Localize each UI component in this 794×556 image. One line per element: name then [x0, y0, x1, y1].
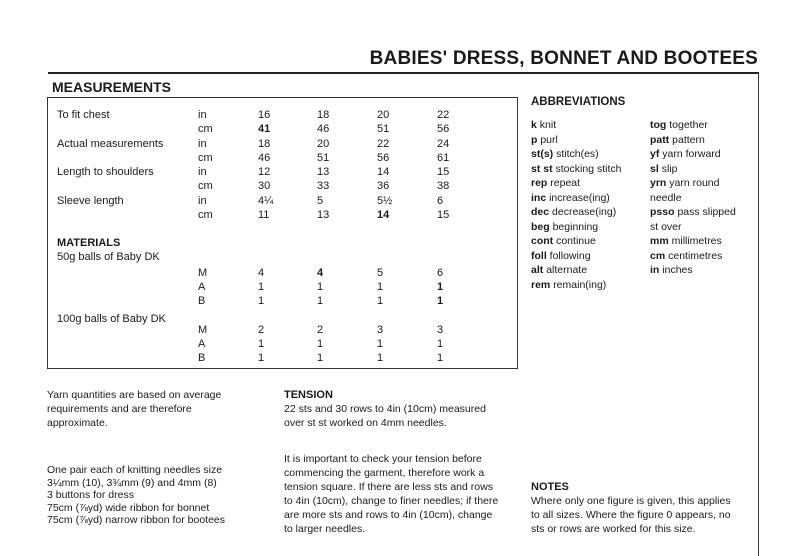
value-cell: 18 [317, 109, 330, 121]
colour-label: B [198, 352, 206, 364]
list-item: mm millimetres [650, 235, 722, 247]
value-cell: 3 [437, 324, 444, 336]
value-cell: 1 [437, 281, 444, 293]
list-item: foll following [531, 249, 591, 262]
value-cell: 1 [377, 338, 384, 350]
notes-section: NOTES Where only one figure is given, this applies to all sizes. Where the figure 0 appears, no sts or rows are worked for this size. [531, 481, 731, 535]
row-label: Sleeve length [57, 195, 124, 207]
value-cell: 1 [317, 295, 324, 307]
materials-heading: MATERIALS [57, 237, 121, 249]
list-item: cont continue [531, 235, 596, 247]
list-item: patt pattern [650, 133, 705, 146]
value-cell: 1 [258, 338, 265, 350]
tension-heading: TENSION [284, 389, 333, 401]
list-item: dec decrease(ing) [531, 206, 617, 218]
row-unit: cm [198, 123, 213, 135]
value-cell: 4 [258, 267, 265, 279]
value-cell: 24 [437, 138, 450, 150]
row-label: Actual measurements [57, 138, 164, 150]
value-cell: 1 [258, 295, 265, 307]
value-cell: 18 [258, 138, 271, 150]
list-item: inc increase(ing) [531, 191, 610, 204]
value-cell: 30 [258, 180, 271, 192]
value-cell: 46 [317, 123, 330, 135]
list-item: sl slip [650, 162, 678, 175]
abbreviations-section [531, 96, 757, 296]
value-cell: 5 [377, 267, 384, 279]
value-cell: 1 [437, 352, 444, 364]
value-cell: 12 [258, 166, 271, 178]
value-cell: 20 [317, 138, 330, 150]
value-cell: 15 [437, 209, 450, 221]
list-item: beg beginning [531, 220, 599, 233]
value-cell: 22 [377, 138, 390, 150]
list-item: rep repeat [531, 177, 581, 189]
measurements-heading: MEASUREMENTS [52, 79, 172, 95]
tension-section: TENSION 22 sts and 30 rows to 4in (10cm) measured over st st worked on 4mm needles. [284, 389, 486, 429]
row-label: Length to shoulders [57, 166, 154, 178]
tension-advice: It is important to check your tension before commencing the garment, therefore work a tension square. If there are less sts and rows to 4in (10cm), change to finer needles; if there are more sts and rows to 4in (10cm), change to larger needles. [284, 453, 499, 535]
colour-label: A [198, 338, 206, 350]
value-cell: 5 [317, 195, 324, 207]
row-unit: cm [198, 152, 213, 164]
value-cell: 33 [317, 180, 330, 192]
row-unit: cm [198, 209, 213, 221]
list-item: p purl [531, 133, 558, 146]
value-cell: 2 [258, 324, 265, 336]
value-cell: 3 [377, 324, 384, 336]
value-cell: 6 [437, 195, 444, 207]
value-cell: 1 [317, 281, 324, 293]
value-cell: 6 [437, 267, 444, 279]
value-cell: 13 [317, 166, 330, 178]
value-cell: 1 [377, 295, 384, 307]
needles-list: One pair each of knitting needles size 3¼mm (10), 3¾mm (9) and 4mm (8) 3 buttons for dress 75cm (⅞yd) wide ribbon for bonnet 75cm (⅞yd) narrow ribbon for bootees [47, 464, 226, 526]
value-cell: 61 [437, 152, 450, 164]
value-cell: 2 [317, 324, 324, 336]
list-item: st(s) stitch(es) [531, 148, 599, 160]
row-unit: in [198, 166, 207, 178]
value-cell: 1 [377, 352, 384, 364]
value-cell: 51 [317, 152, 330, 164]
value-cell: 38 [437, 180, 450, 192]
row-unit: in [198, 109, 207, 121]
value-cell: 22 [437, 109, 450, 121]
row-unit: in [198, 195, 207, 207]
value-cell: 1 [437, 338, 444, 350]
value-cell: 4 [317, 267, 324, 279]
value-cell: 1 [377, 281, 384, 293]
value-cell: 1 [258, 352, 265, 364]
value-cell: 15 [437, 166, 450, 178]
value-cell: 16 [258, 109, 271, 121]
value-cell: 1 [317, 352, 324, 364]
page-title: BABIES' DRESS, BONNET AND BOOTEES [369, 48, 758, 69]
colour-label: B [198, 295, 206, 307]
value-cell: 41 [258, 123, 271, 135]
value-cell: 56 [377, 152, 390, 164]
list-item: cm centimetres [650, 249, 723, 262]
value-cell: 5½ [377, 195, 393, 207]
materials-group-label: 100g balls of Baby DK [57, 313, 166, 325]
abbreviations-right-list [650, 118, 736, 278]
value-cell: 1 [258, 281, 265, 293]
value-cell: 51 [377, 123, 390, 135]
title-rule [48, 72, 758, 74]
row-label: To fit chest [57, 109, 110, 121]
value-cell: 36 [377, 180, 390, 192]
list-item: alt alternate [531, 264, 588, 276]
value-cell: 13 [317, 209, 330, 221]
notes-heading: NOTES [531, 481, 569, 493]
value-cell: 1 [317, 338, 324, 350]
right-border [758, 72, 759, 556]
list-item: tog together [650, 119, 708, 131]
value-cell: 1 [437, 295, 444, 307]
list-item: st st stocking stitch [531, 162, 622, 175]
list-item: k knit [531, 119, 557, 131]
list-item: rem remain(ing) [531, 278, 607, 291]
value-cell: 46 [258, 152, 271, 164]
value-cell: 4¼ [258, 195, 274, 207]
materials-group-label: 50g balls of Baby DK [57, 251, 160, 263]
abbreviations-left-list [531, 118, 621, 292]
list-item: needle [650, 191, 682, 204]
list-item: yrn yarn round [650, 177, 720, 189]
colour-label: A [198, 281, 206, 293]
row-unit: cm [198, 180, 213, 192]
value-cell: 14 [377, 166, 390, 178]
abbreviations-heading: ABBREVIATIONS [531, 96, 626, 108]
colour-label: M [198, 267, 208, 279]
yarn-note: Yarn quantities are based on average requirements and are therefore approximate. [47, 389, 222, 429]
value-cell: 20 [377, 109, 390, 121]
value-cell: 11 [258, 209, 270, 221]
value-cell: 14 [377, 209, 390, 221]
list-item: st over [650, 220, 682, 233]
row-unit: in [198, 138, 207, 150]
colour-label: M [198, 324, 208, 336]
list-item: psso pass slipped [650, 206, 736, 218]
list-item: in inches [650, 264, 693, 276]
value-cell: 56 [437, 123, 450, 135]
list-item: yf yarn forward [650, 148, 721, 160]
